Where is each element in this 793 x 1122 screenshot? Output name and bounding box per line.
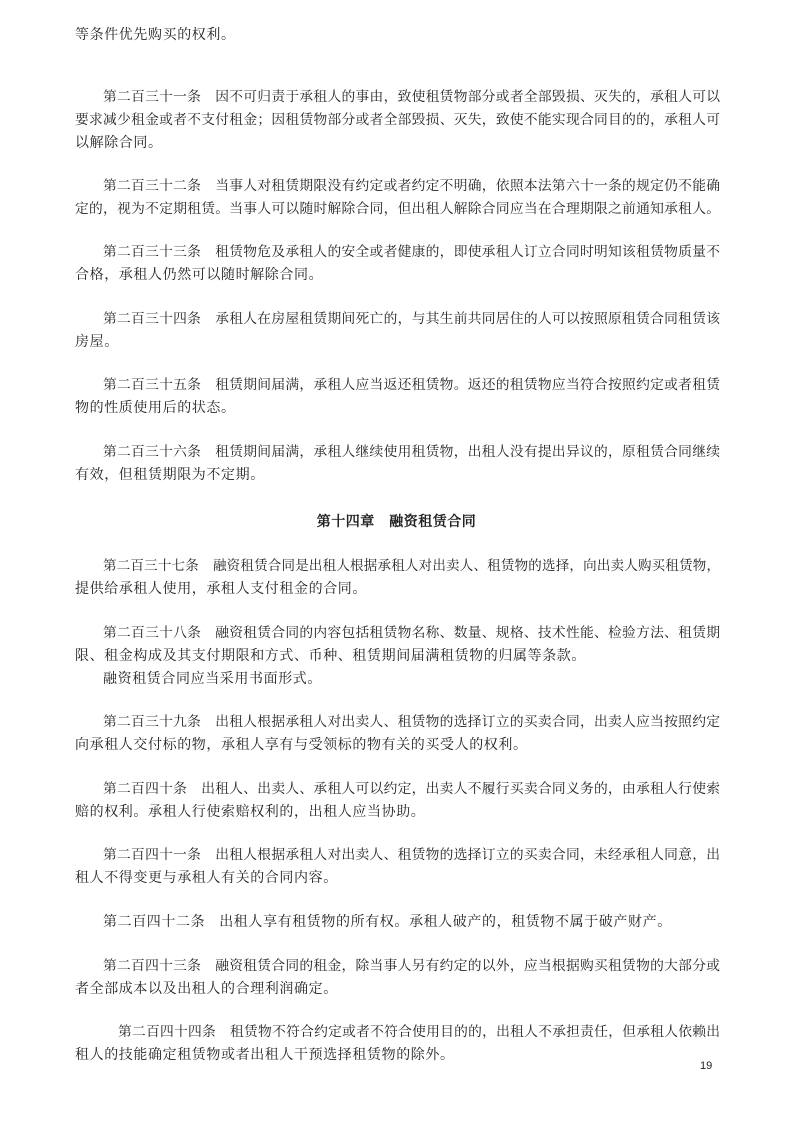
article-label: 第二百四十二条 xyxy=(103,914,206,930)
article-242-line-1: 第二百四十二条 出租人享有租赁物的所有权。承租人破产的，租赁物不属于破产财产。 xyxy=(103,914,672,930)
article-label: 第二百三十三条 xyxy=(103,244,202,260)
article-239-line-1: 第二百三十九条 出租人根据承租人对出卖人、租赁物的选择订立的买卖合同，出卖人应当按照约定 xyxy=(103,714,720,730)
article-243-line-1: 第二百四十三条 融资租赁合同的租金，除当事人另有约定的以外，应当根据购买租赁物的大部分或 xyxy=(103,958,720,974)
article-237-line-2: 提供给承租人使用，承租人支付租金的合同。 xyxy=(75,581,367,597)
article-label: 第二百三十八条 xyxy=(103,625,202,641)
article-label: 第二百三十四条 xyxy=(103,311,202,327)
article-233-line-1: 第二百三十三条 租赁物危及承租人的安全或者健康的，即使承租人订立合同时明知该租赁物质量不 xyxy=(103,244,720,260)
article-label: 第二百三十九条 xyxy=(103,714,202,730)
article-237-line-1: 第二百三十七条 融资租赁合同是出租人根据承租人对出卖人、租赁物的选择，向出卖人购买租赁物， xyxy=(103,558,721,574)
lead-line: 等条件优先购买的权利。 xyxy=(75,27,236,43)
article-235-line-2: 物的性质使用后的状态。 xyxy=(75,400,236,416)
article-label: 第二百三十五条 xyxy=(103,377,202,393)
article-240-line-1: 第二百四十条 出租人、出卖人、承租人可以约定，出卖人不履行买卖合同义务的，由承租人行使索 xyxy=(103,781,720,797)
article-231-line-1: 第二百三十一条 因不可归责于承租人的事由，致使租赁物部分或者全部毁损、灭失的，承租人可以 xyxy=(103,89,720,105)
article-232-line-1: 第二百三十二条 当事人对租赁期限没有约定或者约定不明确，依照本法第六十一条的规定仍不能确 xyxy=(103,178,720,194)
article-235-line-1: 第二百三十五条 租赁期间届满，承租人应当返还租赁物。返还的租赁物应当符合按照约定或者租赁 xyxy=(103,377,720,393)
article-239-line-2: 向承租人交付标的物，承租人享有与受领标的物有关的买受人的权利。 xyxy=(75,737,528,753)
chapter-title: 第十四章 融资租赁合同 xyxy=(316,514,477,530)
article-label: 第二百四十一条 xyxy=(103,847,202,863)
article-236-line-2: 有效，但租赁期限为不定期。 xyxy=(75,467,265,483)
article-240-line-2: 赔的权利。承租人行使索赔权利的，出租人应当协助。 xyxy=(75,804,426,820)
article-231-line-3: 以解除合同。 xyxy=(75,135,163,151)
article-234-line-1: 第二百三十四条 承租人在房屋租赁期间死亡的，与其生前共同居住的人可以按照原租赁合同租赁该 xyxy=(103,311,720,327)
article-label: 第二百三十六条 xyxy=(103,444,202,460)
article-241-line-1: 第二百四十一条 出租人根据承租人对出卖人、租赁物的选择订立的买卖合同，未经承租人同意，出 xyxy=(103,847,720,863)
page-number: 19 xyxy=(700,1060,713,1072)
article-231-line-2: 要求减少租金或者不支付租金；因租赁物部分或者全部毁损、灭失，致使不能实现合同目的的，承租人可 xyxy=(75,112,720,128)
article-label: 第二百四十三条 xyxy=(103,958,202,974)
article-233-line-2: 合格，承租人仍然可以随时解除合同。 xyxy=(75,267,324,283)
article-244-line-2: 租人的技能确定租赁物或者出租人干预选择租赁物的除外。 xyxy=(75,1047,455,1063)
article-label: 第二百四十条 xyxy=(103,781,188,797)
article-244-line-1: 第二百四十四条 租赁物不符合约定或者不符合使用目的的，出租人不承担责任，但承租人依赖出 xyxy=(118,1024,720,1040)
article-label: 第二百三十七条 xyxy=(103,558,199,574)
article-238-line-1: 第二百三十八条 融资租赁合同的内容包括租赁物名称、数量、规格、技术性能、检验方法、租赁期 xyxy=(103,625,720,641)
article-label: 第二百四十四条 xyxy=(118,1024,217,1040)
article-label: 第二百三十二条 xyxy=(103,178,202,194)
article-241-line-2: 租人不得变更与承租人有关的合同内容。 xyxy=(75,870,338,886)
article-238-line-2: 限、租金构成及其支付期限和方式、币种、租赁期间届满租赁物的归属等条款。 xyxy=(75,648,586,664)
article-243-line-2: 者全部成本以及出租人的合理利润确定。 xyxy=(75,981,338,997)
article-234-line-2: 房屋。 xyxy=(75,334,119,350)
article-label: 第二百三十一条 xyxy=(103,89,202,105)
article-236-line-1: 第二百三十六条 租赁期间届满，承租人继续使用租赁物，出租人没有提出异议的，原租赁合同继续 xyxy=(103,444,720,460)
article-232-line-2: 定的，视为不定期租赁。当事人可以随时解除合同，但出租人解除合同应当在合理期限之前通知承租人。 xyxy=(75,201,720,217)
article-238-line-3: 融资租赁合同应当采用书面形式。 xyxy=(103,671,322,687)
